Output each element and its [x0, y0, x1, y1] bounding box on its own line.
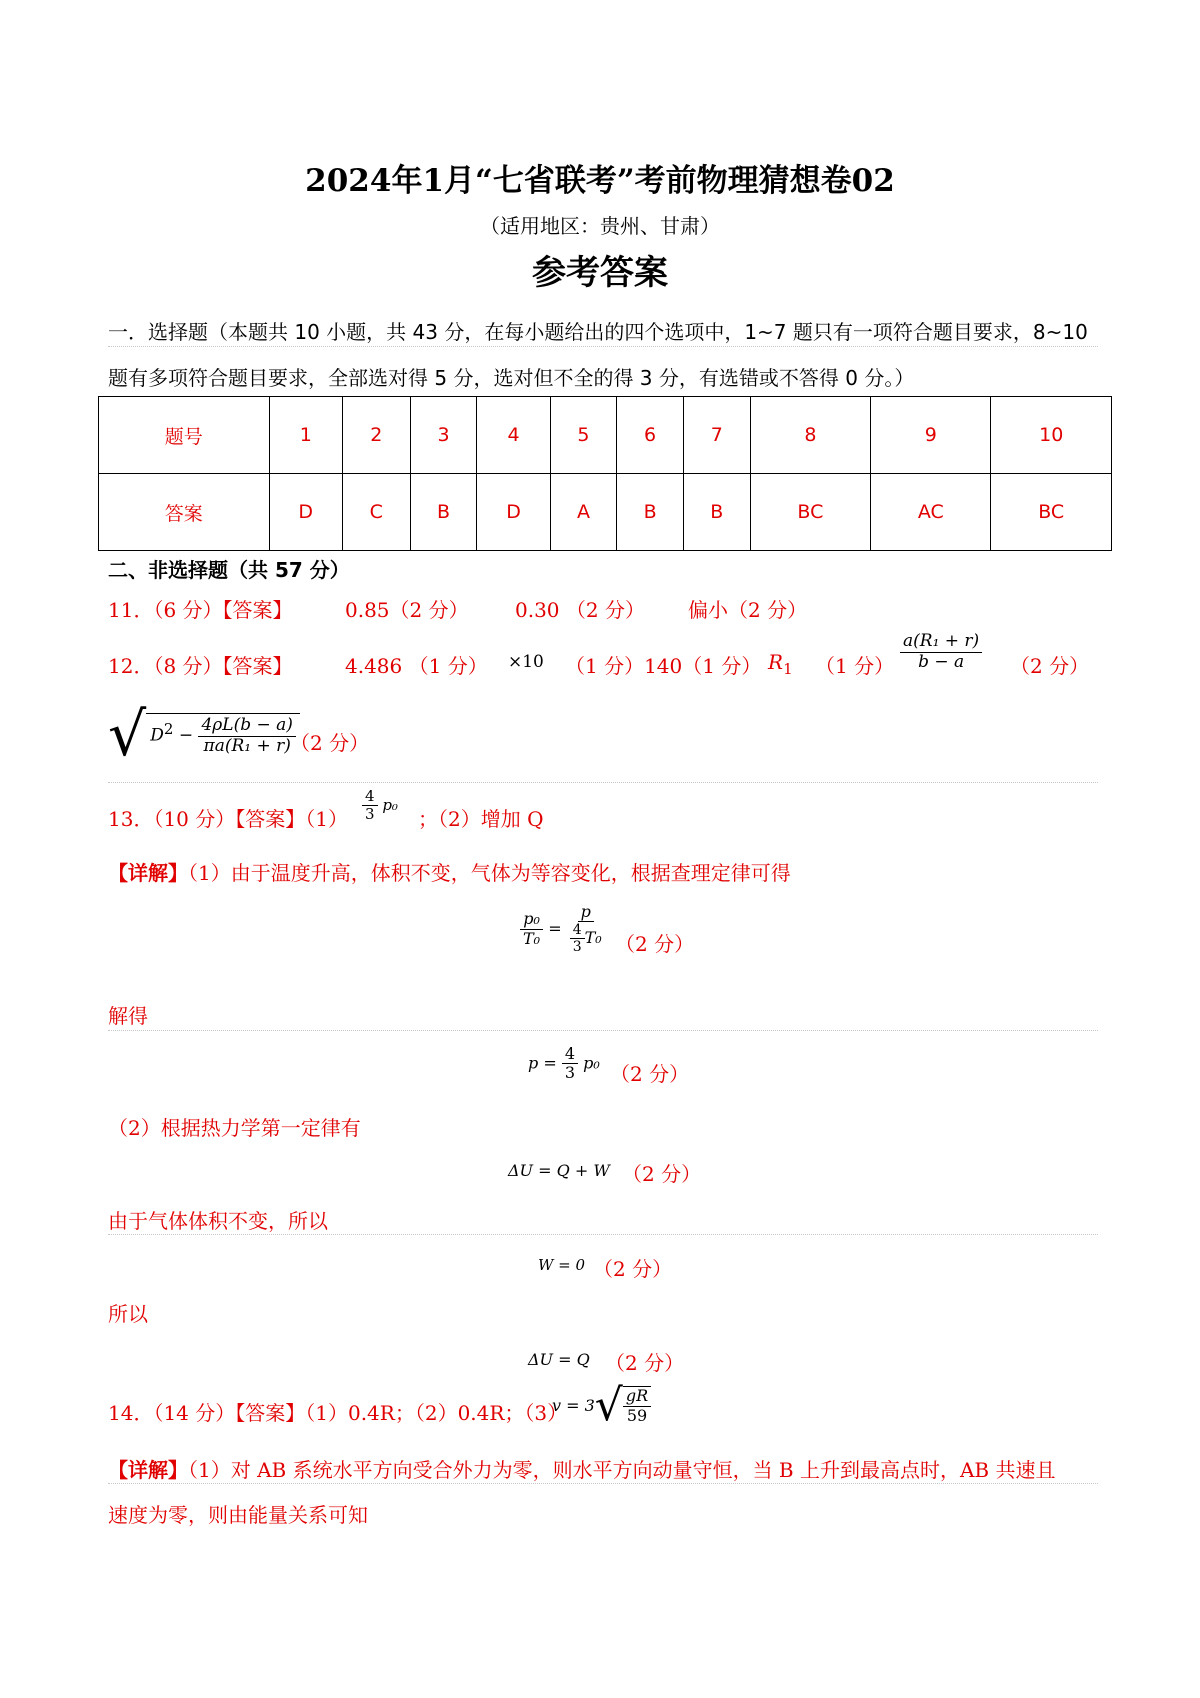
eq-den: 3 — [572, 939, 582, 956]
table-cell: C — [342, 474, 410, 551]
q11-answer-1: 0.85（2 分） — [345, 598, 469, 622]
q13-since-text: 由于气体体积不变，所以 — [108, 1209, 328, 1233]
q13-part2-text: （2）根据热力学第一定律有 — [108, 1116, 361, 1140]
q13-equation-1: $\frac{\text{p₀}}{\text{T₀}}$ = p $\frac{4}{3}$ T₀ — [520, 903, 605, 956]
document-subtitle: （适用地区：贵州、甘肃） — [480, 214, 720, 238]
q13-answer-2: ；（2）增加 Q — [418, 807, 544, 831]
q13-equation-5: ΔU = Q — [528, 1350, 590, 1369]
detail-label: 【详解】 — [108, 861, 188, 885]
table-cell: 1 — [269, 397, 342, 474]
q12-answer-3 — [768, 650, 793, 678]
eq-var: p₀ — [583, 1053, 600, 1073]
q14-detail-line-1 — [108, 1454, 1056, 1483]
q12-root-denominator: πa(R₁ + r) — [203, 736, 291, 756]
q12-r-symbol: R — [768, 650, 784, 674]
q12-answer-5-score: （2 分） — [290, 731, 370, 755]
divider — [108, 782, 1098, 783]
detail-label: 【详解】 — [108, 1458, 188, 1482]
q13-equation-4-score: （2 分） — [593, 1257, 673, 1281]
section2-heading: 二、非选择题（共 57 分） — [108, 558, 350, 582]
answer-key-heading: 参考答案 — [532, 253, 668, 293]
q12-prefix: 12．（8 分）【答案】 — [108, 654, 293, 678]
table-cell: 3 — [410, 397, 477, 474]
answer-table — [98, 396, 1112, 551]
q12-root-expression: √ $D^2$ − $\frac{4\rho L(b - a)}{\text{πa(R₁ + r)}}$ — [108, 700, 300, 770]
table-cell: BC — [750, 474, 870, 551]
q12-answer-2-symbol: ×10 — [508, 652, 544, 672]
detail-text: （1）对 AB 系统水平方向受合外力为零，则水平方向动量守恒，当 B 上升到最高点时，AB 共速且 — [188, 1458, 1056, 1482]
q14-prefix: 14．（14 分）【答案】（1）0.4R；（2）0.4R；（3） — [108, 1401, 568, 1425]
table-cell: AC — [871, 474, 991, 551]
q12-answer-1: 4.486 （1 分） — [345, 654, 488, 678]
table-cell: D — [269, 474, 342, 551]
q12-root-numerator: 4ρL(b − a) — [198, 716, 295, 737]
q13-equation-3: ΔU = Q + W — [508, 1161, 610, 1180]
table-cell: 7 — [683, 397, 750, 474]
divider — [108, 1234, 1098, 1235]
q14-v-lhs: v = 3 — [552, 1396, 595, 1415]
table-cell: B — [617, 474, 684, 551]
table-cell: 2 — [342, 397, 410, 474]
q13-detail — [108, 857, 791, 886]
divider — [108, 346, 1098, 347]
table-cell: 8 — [750, 397, 870, 474]
divider — [108, 1030, 1098, 1031]
q14-velocity-expression — [552, 1380, 651, 1431]
q13-answer-1 — [362, 788, 398, 824]
q11-answer-3: 偏小（2 分） — [688, 598, 808, 622]
q13-equation-2-score: （2 分） — [610, 1062, 690, 1086]
q11-prefix: 11．（6 分）【答案】 — [108, 598, 293, 622]
detail-text: （1）由于温度升高，体积不变，气体为等容变化，根据查理定律可得 — [188, 861, 791, 885]
eq-num: 4 — [570, 922, 585, 939]
q13-equation-3-score: （2 分） — [622, 1162, 702, 1186]
q12-answer-4-score: （2 分） — [1010, 654, 1090, 678]
q14-v-numerator: gR — [623, 1387, 651, 1406]
table-row-answers — [99, 474, 1112, 551]
table-cell: 5 — [550, 397, 617, 474]
sqrt-symbol: √ — [594, 1380, 623, 1431]
q12-answer-2-score: （1 分）140（1 分） — [565, 654, 762, 678]
q13-equation-1-score: （2 分） — [615, 932, 695, 956]
q14-detail-line-2: 速度为零，则由能量关系可知 — [108, 1503, 368, 1527]
document-title: 2024年1月“七省联考”考前物理猜想卷02 — [305, 163, 895, 199]
divider — [108, 1483, 1098, 1484]
table-cell: 4 — [477, 397, 550, 474]
q12-root-d: D — [150, 726, 164, 746]
q12-answer-3-score: （1 分） — [815, 654, 895, 678]
table-cell: D — [477, 474, 550, 551]
q11-answer-2: 0.30 （2 分） — [515, 598, 645, 622]
q13-equation-4: W = 0 — [538, 1256, 586, 1274]
eq-var: T₀ — [584, 928, 602, 948]
q12-r-subscript: 1 — [783, 660, 793, 678]
q12-fraction-numerator: a(R₁ + r) — [900, 632, 982, 653]
fraction-denominator: 3 — [365, 805, 375, 824]
table-row-numbers — [99, 397, 1112, 474]
eq-lhs: p = — [528, 1053, 557, 1073]
table-cell-label: 答案 — [99, 474, 270, 551]
table-cell: BC — [991, 474, 1112, 551]
eq-num: p — [578, 903, 594, 922]
q12-fraction-denominator: b − a — [918, 651, 965, 672]
table-cell: 9 — [871, 397, 991, 474]
q13-equation-2 — [528, 1045, 600, 1083]
table-cell-label: 题号 — [99, 397, 270, 474]
q13-prefix: 13．（10 分）【答案】（1） — [108, 807, 348, 831]
section1-line1: 一．选择题（本题共 10 小题，共 43 分，在每小题给出的四个选项中，1~7 题只有一项符合题目要求，8~10 — [108, 320, 1088, 344]
table-cell: B — [683, 474, 750, 551]
q14-v-denominator: 59 — [626, 1405, 648, 1425]
table-cell: A — [550, 474, 617, 551]
eq-num: 4 — [562, 1045, 578, 1064]
table-cell: B — [410, 474, 477, 551]
table-cell: 10 — [991, 397, 1112, 474]
eq-num: p₀ — [520, 910, 543, 929]
q13-equation-5-score: （2 分） — [605, 1351, 685, 1375]
section1-line2: 题有多项符合题目要求，全部选对得 5 分，选对但不全的得 3 分，有选错或不答得 0 分。） — [108, 366, 915, 390]
table-cell: 6 — [617, 397, 684, 474]
eq-den: T₀ — [523, 928, 541, 948]
q13-solve-label: 解得 — [108, 1004, 148, 1028]
q12-fraction — [900, 632, 982, 672]
sqrt-symbol: √ — [108, 700, 147, 770]
q13-p0: p₀ — [382, 795, 398, 814]
q13-so-text: 所以 — [108, 1302, 148, 1326]
fraction-numerator: 4 — [362, 788, 378, 806]
eq-den: 3 — [564, 1063, 576, 1083]
